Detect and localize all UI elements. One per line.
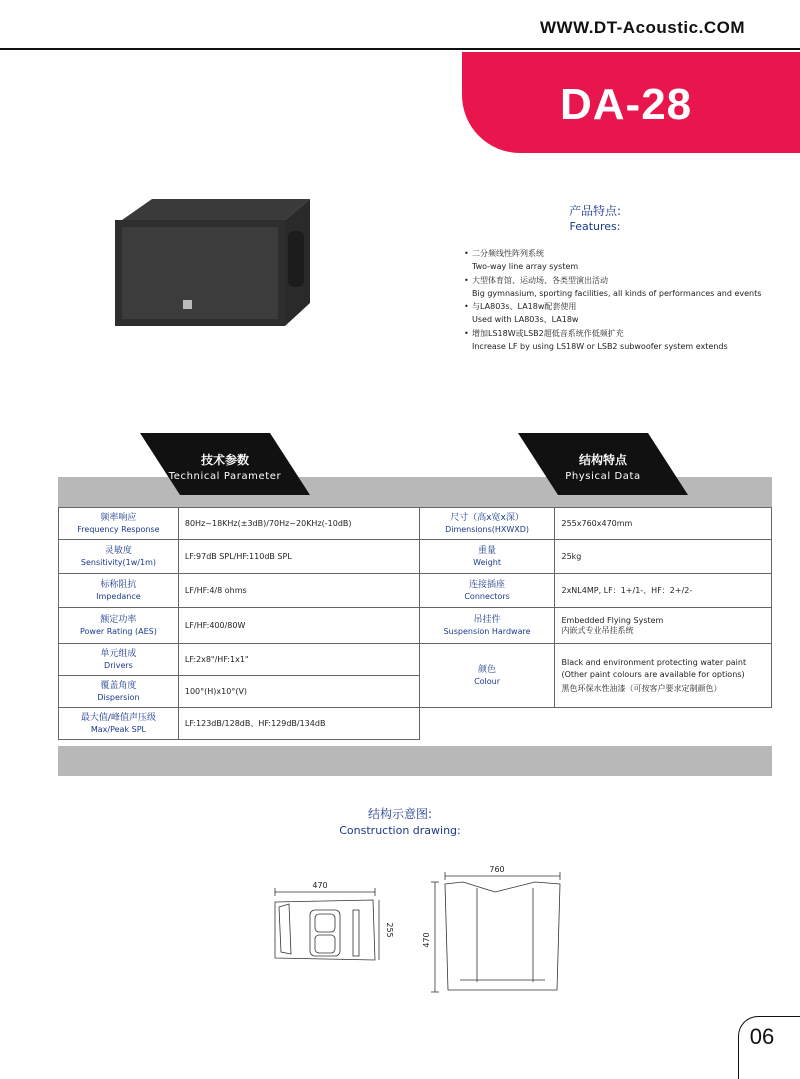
- model-title: DA-28: [560, 80, 693, 129]
- label-cn: 尺寸（高x宽x深）: [450, 512, 524, 523]
- spec-label: [419, 574, 555, 608]
- feature-cn: 大型体育馆、运动场、各类型演出活动: [472, 275, 608, 285]
- spec-label: [59, 608, 179, 644]
- feature-item: • 与LA803s、LA18w配套使用: [464, 302, 577, 312]
- tech-title-en: Technical Parameter: [168, 471, 282, 482]
- spec-label: [59, 574, 179, 608]
- spec-value: 100°(H)x10°(V): [178, 676, 419, 708]
- label-en: Max/Peak SPL: [90, 724, 146, 734]
- value-line: 内嵌式专业吊挂系统: [561, 625, 634, 635]
- dim-side-width: 470: [312, 881, 328, 890]
- label-cn: 单元组成: [100, 648, 137, 659]
- features-title-en: Features:: [569, 220, 621, 233]
- spec-value: LF:97dB SPL/HF:110dB SPL: [178, 540, 419, 574]
- spec-value: LF:123dB/128dB、HF:129dB/134dB: [178, 708, 419, 740]
- feature-cn: 增加LS18W或LSB2超低音系统作低频扩充: [472, 328, 624, 338]
- header-rule: [0, 48, 800, 50]
- construction-drawing: [265, 862, 575, 1002]
- label-en: Connectors: [464, 591, 510, 601]
- dim-front-height: 470: [422, 932, 431, 948]
- spec-label: [59, 540, 179, 574]
- label-en: Power Rating (AES): [79, 626, 157, 636]
- label-en: Suspension Hardware: [443, 626, 531, 636]
- label-en: Frequency Response: [77, 524, 160, 534]
- table-row: [59, 508, 772, 540]
- feature-item: • 二分频线性阵列系统: [464, 249, 544, 258]
- spec-value: LF/HF:400/80W: [178, 608, 419, 644]
- feature-en: Used with LA803s、LA18w: [472, 315, 579, 325]
- feature-item: • 大型体育馆、运动场、各类型演出活动: [464, 275, 608, 285]
- speaker-product-image: [110, 196, 315, 330]
- spec-label: [59, 508, 179, 540]
- spec-value: 255x760x470mm: [555, 508, 772, 540]
- value-line: (Other paint colours are available for options): [561, 669, 745, 679]
- label-en: Weight: [473, 557, 501, 567]
- dim-front-width: 760: [489, 865, 505, 874]
- tech-parameter-header: [140, 433, 310, 495]
- phys-title-cn: 结构特点: [578, 453, 627, 467]
- feature-en: Increase LF by using LS18W or LSB2 subwoofer system extends: [472, 342, 728, 352]
- label-en: Dispersion: [97, 692, 140, 702]
- page-number: 06: [749, 1024, 775, 1049]
- label-en: Drivers: [104, 660, 133, 670]
- spec-value: [555, 644, 772, 708]
- features-list: [464, 247, 774, 353]
- table-row: [59, 574, 772, 608]
- feature-en: Two-way line array system: [472, 262, 579, 272]
- label-en: Dimensions(HXWXD): [445, 524, 530, 534]
- label-cn: 灵敏度: [104, 545, 132, 556]
- empty-cell: [555, 708, 772, 740]
- table-row: [59, 540, 772, 574]
- table-row: [59, 708, 772, 740]
- spec-label: [419, 608, 555, 644]
- label-cn: 标称阻抗: [100, 579, 137, 590]
- feature-en: Big gymnasium, sporting facilities, all kinds of performances and events: [472, 288, 762, 298]
- spec-value: 25kg: [555, 540, 772, 574]
- spec-value: [555, 608, 772, 644]
- construction-title-en: Construction drawing:: [339, 824, 461, 837]
- label-en: Sensitivity(1w/1m): [80, 557, 156, 567]
- spec-label: [419, 508, 555, 540]
- spec-value: LF/HF:4/8 ohms: [178, 574, 419, 608]
- front-view-drawing: [431, 872, 560, 992]
- website-url: WWW.DT-Acoustic.COM: [540, 18, 745, 37]
- label-cn: 重量: [478, 545, 497, 556]
- table-row: [59, 608, 772, 644]
- physical-data-header: [518, 433, 688, 495]
- phys-title-en: Physical Data: [565, 471, 641, 482]
- label-cn: 最大值/峰值声压级: [80, 712, 156, 723]
- label-cn: 频率响应: [100, 512, 137, 523]
- value-line: Black and environment protecting water paint: [561, 657, 747, 667]
- table-row: [59, 644, 772, 676]
- table-bottom-bar: [58, 746, 772, 776]
- value-line: Embedded Flying System: [561, 615, 664, 625]
- spec-label: [59, 644, 179, 676]
- spec-value: 2xNL4MP, LF：1+/1-、HF：2+/2-: [555, 574, 772, 608]
- side-view-drawing: [275, 888, 379, 960]
- label-en: Impedance: [96, 591, 141, 601]
- label-en: Colour: [474, 676, 501, 686]
- spec-value: LF:2x8"/HF:1x1": [178, 644, 419, 676]
- spec-label: [419, 644, 555, 708]
- feature-cn: 与LA803s、LA18w配套使用: [472, 302, 577, 312]
- spec-label: [419, 540, 555, 574]
- spec-table: [58, 507, 772, 740]
- features-title-cn: 产品特点:: [568, 204, 622, 218]
- empty-cell: [419, 708, 555, 740]
- spec-value: 80Hz~18KHz(±3dB)/70Hz~20KHz(-10dB): [178, 508, 419, 540]
- label-cn: 连接插座: [469, 579, 506, 590]
- spec-label: [59, 676, 179, 708]
- label-cn: 颜色: [478, 664, 497, 675]
- label-cn: 覆盖角度: [100, 680, 137, 691]
- construction-title-cn: 结构示意图:: [367, 807, 433, 821]
- label-cn: 吊挂件: [473, 614, 501, 625]
- label-cn: 额定功率: [100, 614, 137, 625]
- feature-cn: 二分频线性阵列系统: [472, 249, 544, 258]
- value-line: 黑色环保水性油漆（可按客户要求定制颜色）: [561, 683, 722, 693]
- spec-label: [59, 708, 179, 740]
- tech-title-cn: 技术参数: [200, 453, 249, 467]
- dim-side-height: 255: [385, 922, 394, 938]
- feature-item: • 增加LS18W或LSB2超低音系统作低频扩充: [464, 328, 624, 338]
